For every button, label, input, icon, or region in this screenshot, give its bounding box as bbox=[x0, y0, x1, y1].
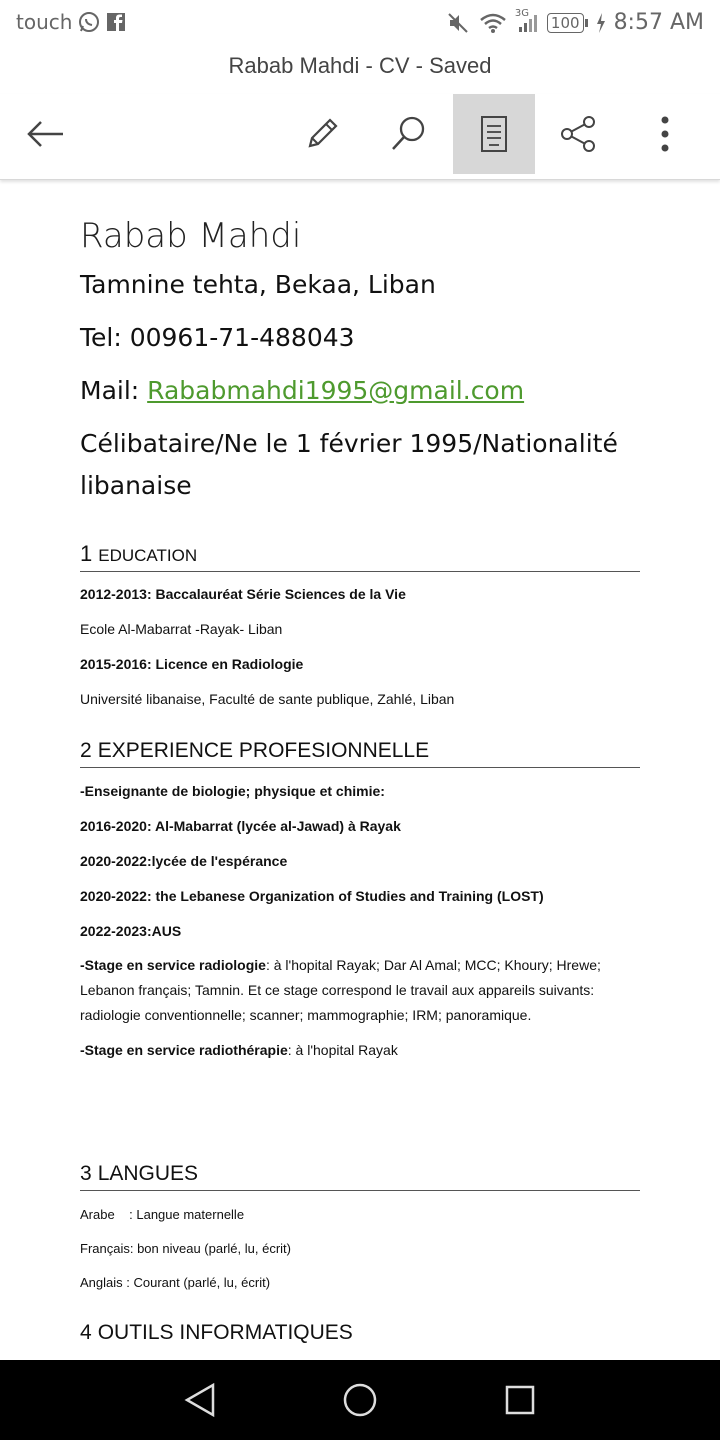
more-options-button[interactable] bbox=[624, 94, 706, 174]
language-item: Arabe : Langue maternelle bbox=[80, 1207, 245, 1222]
cv-address: Tamnine tehta, Bekaa, Liban bbox=[80, 270, 436, 299]
edit-pencil-icon bbox=[302, 114, 342, 154]
signal-icon bbox=[514, 7, 539, 34]
cv-mail bbox=[80, 364, 640, 417]
section-number: 1 bbox=[80, 541, 93, 566]
education-item: 2012-2013: Baccalauréat Série Sciences de la Vie bbox=[80, 586, 406, 602]
education-item: Ecole Al-Mabarrat -Rayak- Liban bbox=[80, 621, 283, 637]
back-triangle-icon bbox=[183, 1382, 217, 1418]
cv-tel: Tel: 00961-71-488043 bbox=[80, 323, 355, 352]
document-body bbox=[80, 210, 640, 1345]
recents-square-icon bbox=[503, 1383, 537, 1417]
more-vert-icon bbox=[660, 114, 670, 154]
share-button[interactable] bbox=[538, 94, 620, 174]
search-button[interactable] bbox=[367, 94, 449, 174]
education-item: 2015-2016: Licence en Radiologie bbox=[80, 656, 304, 672]
clock: 8:57 AM bbox=[613, 10, 704, 35]
home-circle-icon bbox=[342, 1382, 378, 1418]
cv-name: Rabab Mahdi bbox=[80, 216, 302, 256]
edit-button[interactable] bbox=[281, 94, 363, 174]
stage-text: : à l'hopital Rayak bbox=[287, 1042, 398, 1058]
section-langues-heading bbox=[80, 1162, 640, 1191]
system-nav-bar bbox=[0, 1360, 720, 1440]
mail-label: Mail: bbox=[80, 376, 148, 405]
section-title: EDUCATION bbox=[98, 546, 198, 565]
status-bar bbox=[0, 0, 720, 50]
charging-icon bbox=[596, 13, 606, 33]
experience-stage-radiotherapie bbox=[80, 1040, 640, 1060]
mute-icon bbox=[447, 12, 471, 34]
experience-stage-radiologie bbox=[80, 953, 640, 1028]
back-arrow-icon bbox=[26, 119, 66, 149]
wifi-icon bbox=[479, 12, 507, 34]
education-item: Université libanaise, Faculté de sante publique, Zahlé, Liban bbox=[80, 691, 455, 707]
language-item: Français: bon niveau (parlé, lu, écrit) bbox=[80, 1241, 291, 1256]
battery-icon bbox=[547, 13, 588, 33]
section-education-heading bbox=[80, 541, 640, 572]
section-experience-heading bbox=[80, 739, 640, 768]
network-type-label: 3G bbox=[514, 7, 530, 19]
stage-label: -Stage en service radiothérapie bbox=[80, 1042, 288, 1058]
stage-text: : à l'hopital Rayak; Dar Al Amal; MCC; Khoury; Hrewe; Lebanon français; Tamnin. Et ce stage correspond le travail aux appareils suivants: radiologie conventionnelle; scanner; mammographie; IRM; panoramique. bbox=[80, 957, 601, 1023]
experience-item: 2020-2022: the Lebanese Organization of Studies and Training (LOST) bbox=[80, 888, 544, 904]
section-title: EXPERIENCE PROFESIONNELLE bbox=[97, 739, 430, 762]
share-icon bbox=[559, 114, 599, 154]
section-number: 4 bbox=[80, 1321, 92, 1344]
language-item: Anglais : Courant (parlé, lu, écrit) bbox=[80, 1275, 271, 1290]
status-left bbox=[16, 10, 126, 34]
status-right bbox=[447, 7, 704, 35]
section-number: 3 bbox=[80, 1162, 92, 1185]
stage-label: -Stage en service radiologie bbox=[80, 957, 266, 973]
section-number: 2 bbox=[80, 739, 92, 762]
nav-back-button[interactable] bbox=[180, 1380, 220, 1420]
section-title: LANGUES bbox=[97, 1162, 199, 1185]
back-button[interactable] bbox=[5, 94, 87, 174]
experience-item: 2016-2020: Al-Mabarrat (lycée al-Jawad) à Rayak bbox=[80, 818, 401, 834]
toolbar bbox=[0, 94, 720, 180]
experience-item: -Enseignante de biologie; physique et chimie: bbox=[80, 783, 385, 799]
mail-link[interactable]: Rababmahdi1995@gmail.com bbox=[147, 376, 525, 405]
reading-view-button[interactable] bbox=[453, 94, 535, 174]
battery-level: 100 bbox=[547, 13, 584, 33]
nav-recents-button[interactable] bbox=[500, 1380, 540, 1420]
section-title: OUTILS INFORMATIQUES bbox=[97, 1321, 353, 1344]
carrier-label: touch bbox=[16, 10, 73, 34]
facebook-icon bbox=[106, 12, 126, 32]
cv-civil-status: Célibataire/Ne le 1 février 1995/Nationalité libanaise bbox=[80, 429, 618, 500]
search-icon bbox=[388, 114, 428, 154]
document-title: Rabab Mahdi - CV - Saved bbox=[228, 53, 492, 78]
reading-view-icon bbox=[479, 114, 509, 154]
nav-home-button[interactable] bbox=[340, 1380, 380, 1420]
experience-item: 2020-2022:lycée de l'espérance bbox=[80, 853, 288, 869]
experience-item: 2022-2023:AUS bbox=[80, 923, 182, 939]
whatsapp-icon bbox=[78, 11, 100, 33]
section-outils-heading bbox=[80, 1321, 640, 1345]
